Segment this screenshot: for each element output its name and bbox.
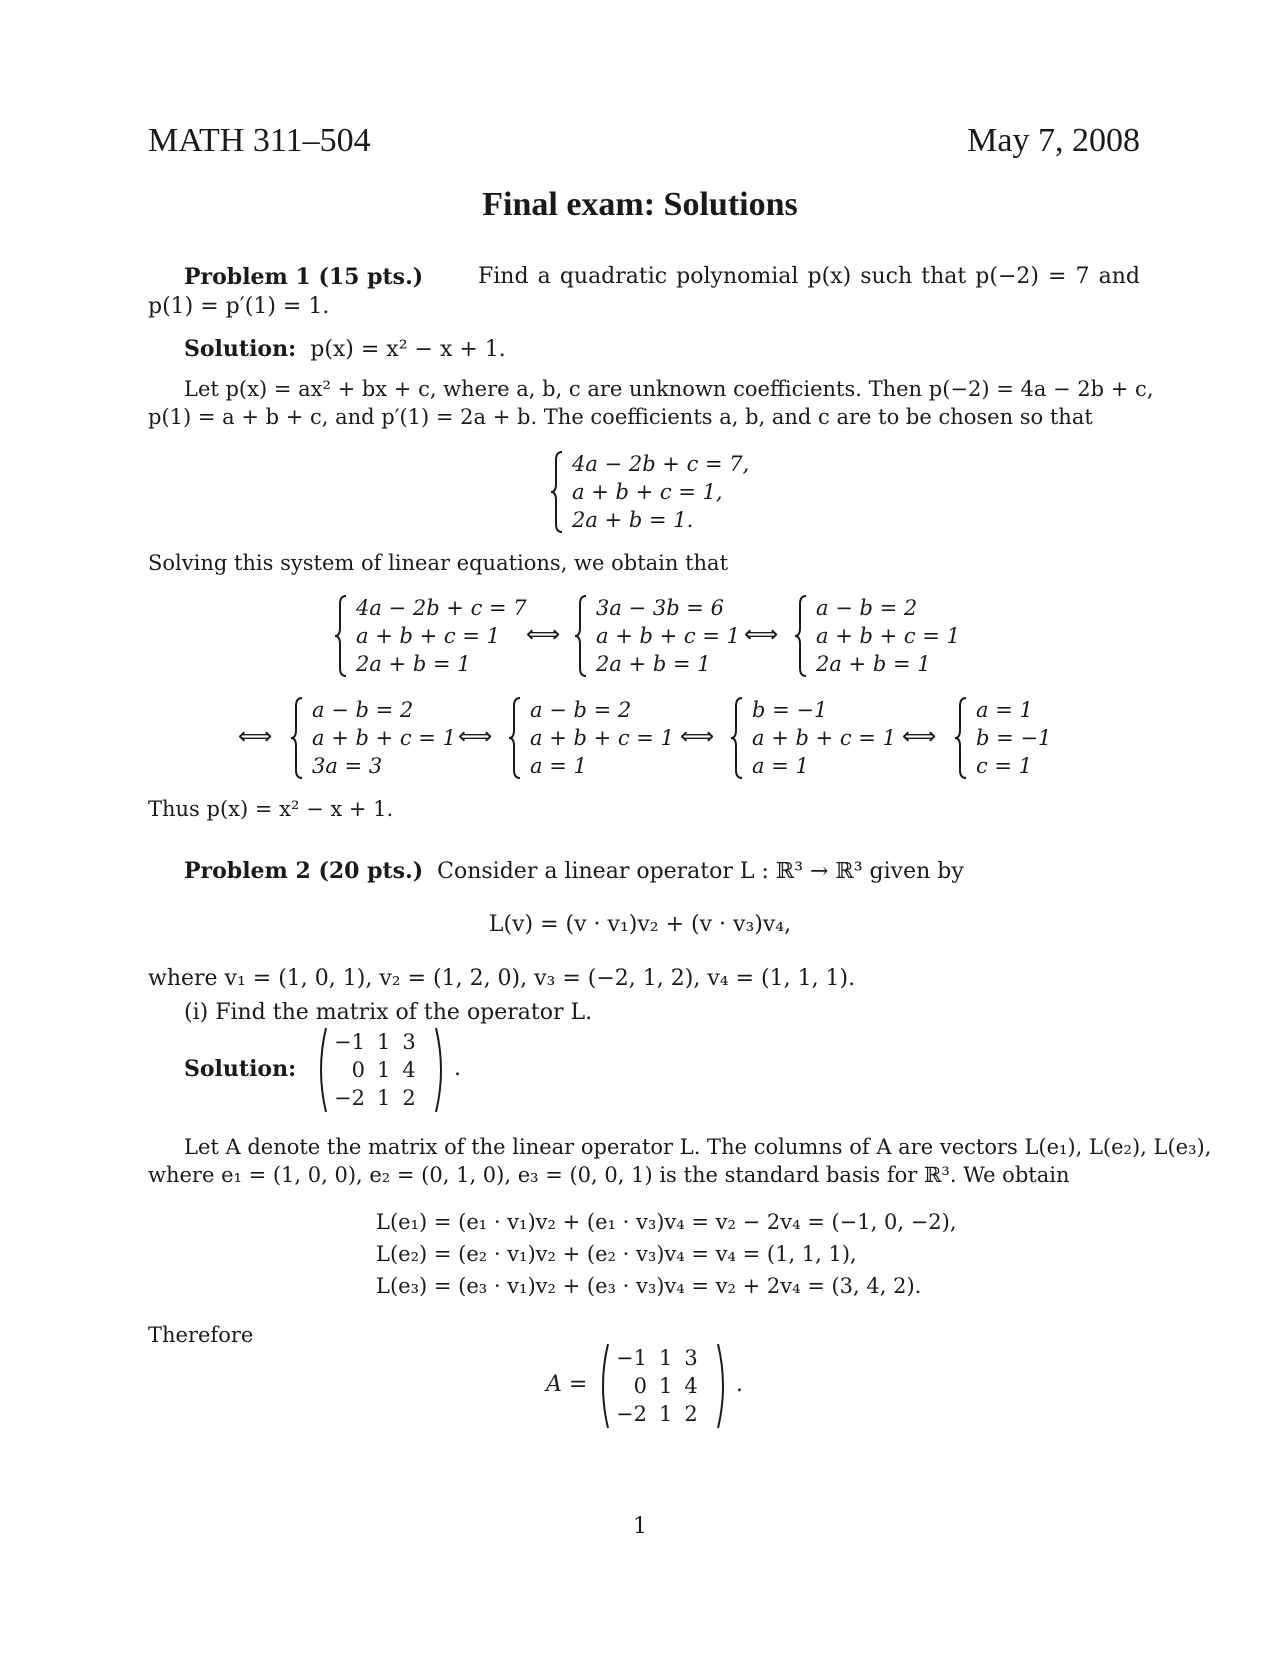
solution-matrix <box>314 1026 474 1116</box>
left-brace-icon <box>506 696 526 780</box>
page-number: 1 <box>633 1514 647 1539</box>
left-brace-icon <box>728 696 748 780</box>
system-line: a + b + c = 1 <box>752 726 896 750</box>
system-line: a = 1 <box>752 754 809 778</box>
iff-arrow: ⟺ <box>902 722 937 750</box>
matrix-cell: 3 <box>402 1030 416 1054</box>
left-brace-icon <box>548 450 568 534</box>
matrix-cell: 4 <box>684 1374 698 1398</box>
iff-arrow: ⟺ <box>238 722 273 750</box>
problem2-text1: Let A denote the matrix of the linear operator L. The columns of A are vectors L(e₁), L(e₂), L(e₃), <box>184 1135 1212 1159</box>
system-line: a − b = 2 <box>816 596 918 620</box>
image-e1: L(e₁) = (e₁ · v₁)v₂ + (e₁ · v₃)v₄ = v₂ − 2v₄ = (−1, 0, −2), <box>376 1210 957 1234</box>
left-paren-icon <box>596 1342 610 1430</box>
problem1-statement: Find a quadratic polynomial p(x) such that p(−2) = 7 and <box>478 264 1140 289</box>
iff-arrow: ⟺ <box>526 620 561 648</box>
system-line: 3a − 3b = 6 <box>596 596 724 620</box>
initial-system <box>548 450 748 540</box>
matrix-cell: 1 <box>658 1374 673 1398</box>
problem1-label: Problem 1 (15 pts.) <box>184 264 424 290</box>
problem2-text2: where e₁ = (1, 0, 0), e₂ = (0, 1, 0), e₃ = (0, 0, 1) is the standard basis for ℝ³. We obtain <box>148 1163 1070 1187</box>
image-e3: L(e₃) = (e₃ · v₁)v₂ + (e₃ · v₃)v₄ = v₂ + 2v₄ = (3, 4, 2). <box>376 1274 922 1298</box>
matrix-cell: −2 <box>334 1086 365 1110</box>
system-step-5 <box>506 696 676 786</box>
matrix-table <box>610 1344 704 1428</box>
operator-formula: L(v) = (v · v₁)v₂ + (v · v₃)v₄, <box>488 912 792 937</box>
matrix-cell: −1 <box>334 1030 365 1054</box>
problem2-heading <box>184 856 964 887</box>
vectors-definition: where v₁ = (1, 0, 1), v₂ = (1, 2, 0), v₃ = (−2, 1, 2), v₄ = (1, 1, 1). <box>148 966 856 991</box>
system-line: 2a + b = 1 <box>596 652 711 676</box>
system-line: c = 1 <box>976 754 1033 778</box>
matrix-cell: 1 <box>658 1402 673 1426</box>
matrix-cell: 1 <box>658 1346 673 1370</box>
problem1-conclusion: Thus p(x) = x² − x + 1. <box>148 797 394 821</box>
matrix-cell: 1 <box>376 1058 391 1082</box>
problem1-text3: Solving this system of linear equations, we obtain that <box>148 551 729 575</box>
matrix-cell: 0 <box>633 1374 647 1398</box>
matrix-cell: 1 <box>376 1086 391 1110</box>
iff-arrow: ⟺ <box>458 722 493 750</box>
system-step-2 <box>572 594 742 684</box>
therefore-text: Therefore <box>148 1323 254 1347</box>
problem2-statement: Consider a linear operator L : ℝ³ → ℝ³ given by <box>437 859 964 884</box>
system-step-3 <box>792 594 962 684</box>
system-line: a − b = 2 <box>530 698 632 722</box>
system-eq-1: 4a − 2b + c = 7, <box>572 452 750 476</box>
matrix-table <box>328 1028 422 1112</box>
left-brace-icon <box>792 594 812 678</box>
system-line: 2a + b = 1 <box>816 652 931 676</box>
matrix-period: . <box>736 1372 743 1397</box>
system-result <box>952 696 1072 786</box>
system-line: 3a = 3 <box>312 754 383 778</box>
system-line: b = −1 <box>976 726 1052 750</box>
system-line: a = 1 <box>530 754 587 778</box>
left-brace-icon <box>952 696 972 780</box>
system-line: b = −1 <box>752 698 828 722</box>
system-step-6 <box>728 696 898 786</box>
course-code: MATH 311–504 <box>148 122 371 159</box>
matrix-cell: 4 <box>402 1058 416 1082</box>
matrix-cell: 2 <box>402 1086 416 1110</box>
system-line: 4a − 2b + c = 7 <box>356 596 527 620</box>
basis-images <box>376 1206 957 1302</box>
system-line: a = 1 <box>976 698 1033 722</box>
left-brace-icon <box>332 594 352 678</box>
matrix-period: . <box>454 1056 461 1081</box>
matrix-cell: 2 <box>684 1402 698 1426</box>
matrix-cell: −2 <box>616 1402 647 1426</box>
matrix-cell: 1 <box>376 1030 391 1054</box>
iff-arrow: ⟺ <box>744 620 779 648</box>
iff-arrow: ⟺ <box>680 722 715 750</box>
system-line: a + b + c = 1 <box>356 624 500 648</box>
system-step-1 <box>332 594 527 684</box>
system-eq-3: 2a + b = 1. <box>572 508 694 532</box>
final-matrix <box>596 1342 756 1432</box>
system-line: a − b = 2 <box>312 698 414 722</box>
matrix-cell: 3 <box>684 1346 698 1370</box>
system-line: 2a + b = 1 <box>356 652 471 676</box>
problem1-text1: Let p(x) = ax² + bx + c, where a, b, c are unknown coefficients. Then p(−2) = 4a − 2b + c, <box>184 377 1154 401</box>
system-step-4 <box>288 696 458 786</box>
left-brace-icon <box>572 594 592 678</box>
matrix-cell: 0 <box>351 1058 365 1082</box>
system-eq-2: a + b + c = 1, <box>572 480 723 504</box>
page-title: Final exam: Solutions <box>482 186 798 223</box>
system-line: a + b + c = 1 <box>530 726 674 750</box>
system-line: a + b + c = 1 <box>816 624 960 648</box>
system-line: a + b + c = 1 <box>312 726 456 750</box>
matrix-cell: −1 <box>616 1346 647 1370</box>
left-brace-icon <box>288 696 308 780</box>
problem1-text2: p(1) = a + b + c, and p′(1) = 2a + b. The coefficients a, b, and c are to be chosen so that <box>148 405 1093 429</box>
image-e2: L(e₂) = (e₂ · v₁)v₂ + (e₂ · v₃)v₄ = v₄ = (1, 1, 1), <box>376 1242 857 1266</box>
a-equals: A = <box>546 1372 588 1397</box>
system-line: a + b + c = 1 <box>596 624 740 648</box>
right-paren-icon <box>716 1342 730 1430</box>
problem1-statement-cont: p(1) = p′(1) = 1. <box>148 294 330 319</box>
part-i-question: (i) Find the matrix of the operator L. <box>184 1000 593 1025</box>
left-paren-icon <box>314 1026 328 1114</box>
problem2-solution-label: Solution: <box>184 1056 297 1082</box>
problem2-label: Problem 2 (20 pts.) <box>184 858 424 884</box>
exam-date: May 7, 2008 <box>967 122 1140 159</box>
problem1-solution: Solution: p(x) = x² − x + 1. <box>184 336 506 362</box>
right-paren-icon <box>434 1026 448 1114</box>
